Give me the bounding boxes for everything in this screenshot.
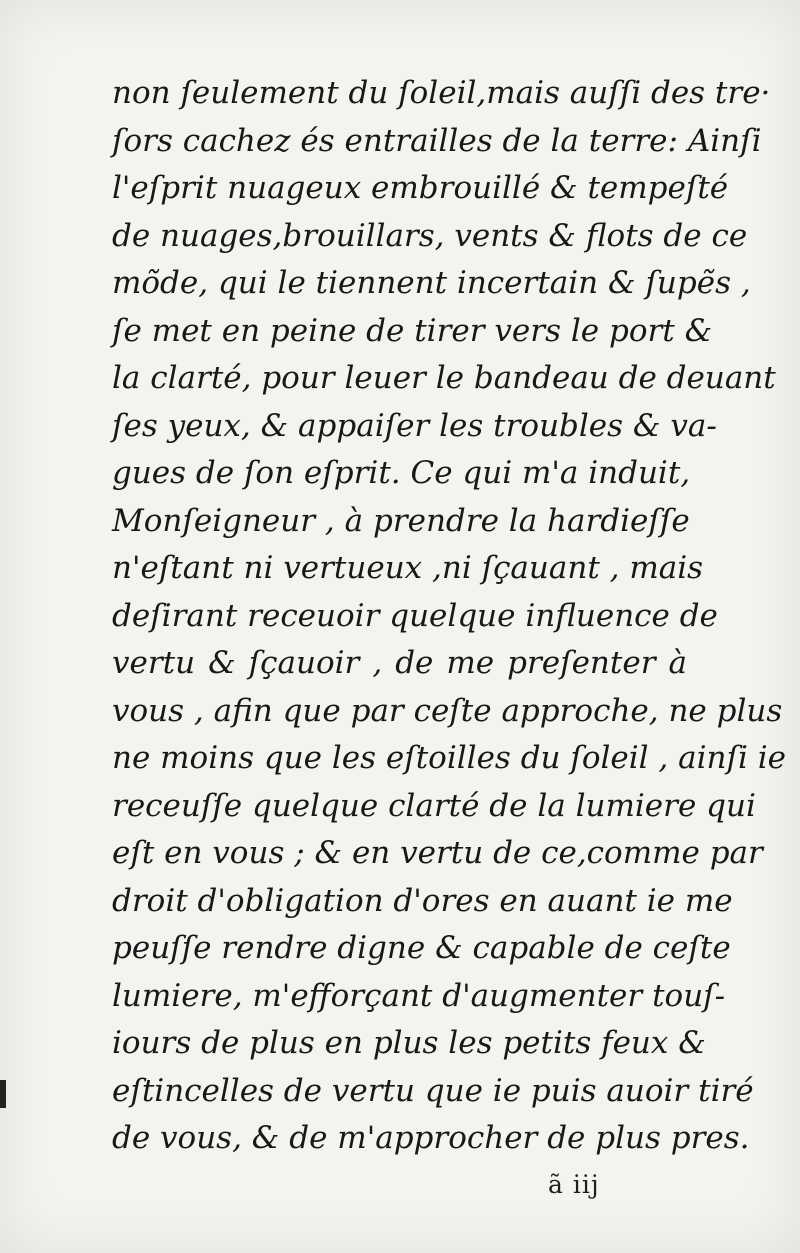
text-line: Monſeigneur , à prendre la hardieſſe [112, 502, 690, 539]
text-line: ſes yeux, & appaiſer les troubles & va- [112, 407, 717, 444]
text-line: gues de ſon eſprit. Ce qui m'a induit, [112, 455, 691, 491]
text-line: eſtincelles de vertu que ie puis auoir tiré [112, 1072, 754, 1109]
text-line: peuſſe rendre digne & capable de ceſte [112, 930, 731, 966]
text-line: iours de plus en plus les petits feux & [112, 1025, 706, 1061]
text-line: ne moins que les eſtoilles du ſoleil , ainſi ie [112, 740, 787, 776]
text-line: de nuages,brouillars, vents & flots de ce [112, 217, 748, 254]
body-text [112, 70, 787, 1163]
text-line: eſt en vous ; & en vertu de ce,comme par [112, 835, 763, 871]
text-line: receuſſe quelque clarté de la lumiere qui [112, 787, 756, 824]
text-line: vous , afin que par ceſte approche, ne plus [112, 692, 783, 729]
text-line: l'eſprit nuageux embrouillé & tempeſté [112, 170, 729, 206]
text-line: ſe met en peine de tirer vers le port & [112, 312, 713, 349]
text-line: vertu & ſçauoir , de me preſenter à [112, 645, 687, 681]
text-line: droit d'obligation d'ores en auant ie me [112, 882, 733, 919]
signature-mark: ã iij [548, 1170, 600, 1199]
text-line: de vous, & de m'approcher de plus pres. [112, 1120, 750, 1156]
text-line: n'eſtant ni vertueux ,ni ſçauant , mais [112, 550, 704, 586]
text-line: ſors cachez és entrailles de la terre: Ainſi [112, 122, 762, 159]
text-line: la clarté, pour leuer le bandeau de deuant [112, 360, 776, 396]
text-line: mõde, qui le tiennent incertain & ſupẽs , [112, 265, 751, 301]
text-line: lumiere, m'efforçant d'augmenter touſ- [112, 977, 726, 1014]
text-line: deſirant receuoir quelque influence de [112, 597, 718, 634]
page-edge-mark [0, 1080, 6, 1108]
text-line: non ſeulement du ſoleil,mais auſſi des tre· [112, 75, 771, 111]
